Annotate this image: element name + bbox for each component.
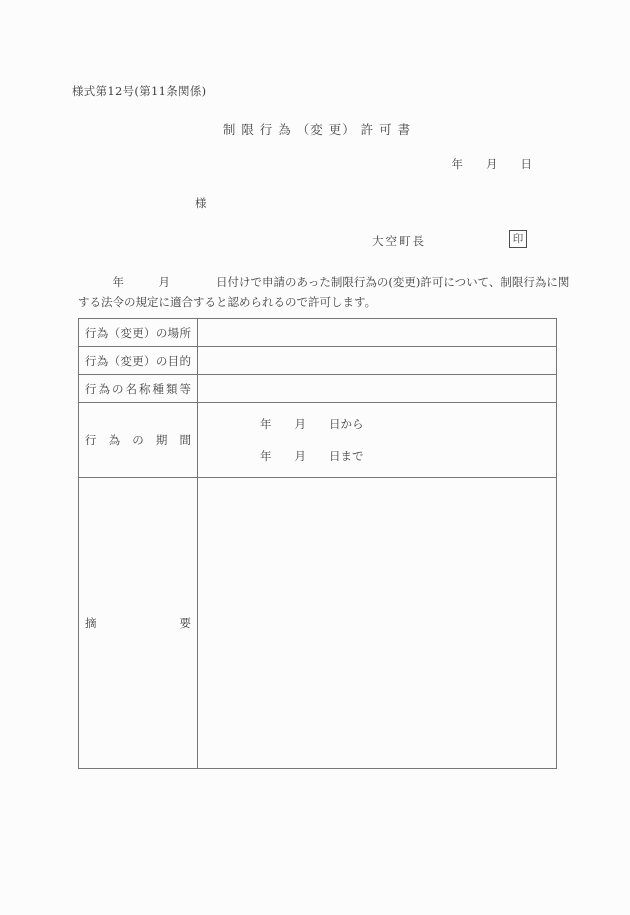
permission-statement-line-1: 年 月 日付けで申請のあった制限行為の(変更)許可について、制限行為に関 [78,275,570,289]
row-value-action-purpose [198,347,557,375]
document-title: 制 限 行 為 （変 更） 許 可 書 [222,122,412,137]
row-label-remarks: 摘 要 [79,478,198,769]
row-value-action-period [198,403,557,478]
row-label-action-purpose: 行為（変更）の目的 [79,347,198,375]
row-label-action-location: 行為（変更）の場所 [79,319,198,347]
permit-details-table [78,318,557,769]
seal-stamp [509,230,527,248]
table-row-action-purpose [79,347,557,375]
row-label-action-name-type: 行為の名称種類等 [79,375,198,403]
addressee-honorific: 様 [195,196,207,210]
period-to-placeholder: 年 月 日まで [260,449,364,463]
period-from-placeholder: 年 月 日から [260,417,364,431]
row-value-action-location [198,319,557,347]
row-value-remarks [198,478,557,769]
seal-label: 印 [512,232,524,245]
permission-statement [78,272,578,312]
permission-statement-line-2: する法令の規定に適合すると認められるので許可します。 [78,295,377,309]
row-value-action-name-type [198,375,557,403]
table-row-remarks [79,478,557,769]
issue-date-placeholder: 年 月 日 [451,157,532,171]
table-row-action-name-type [79,375,557,403]
form-number: 様式第12号(第11条関係) [72,84,207,98]
row-label-action-period: 行 為 の 期 間 [79,403,198,478]
issuer-title: 大空町長 [372,234,426,248]
table-row-action-location [79,319,557,347]
table-row-action-period [79,403,557,478]
